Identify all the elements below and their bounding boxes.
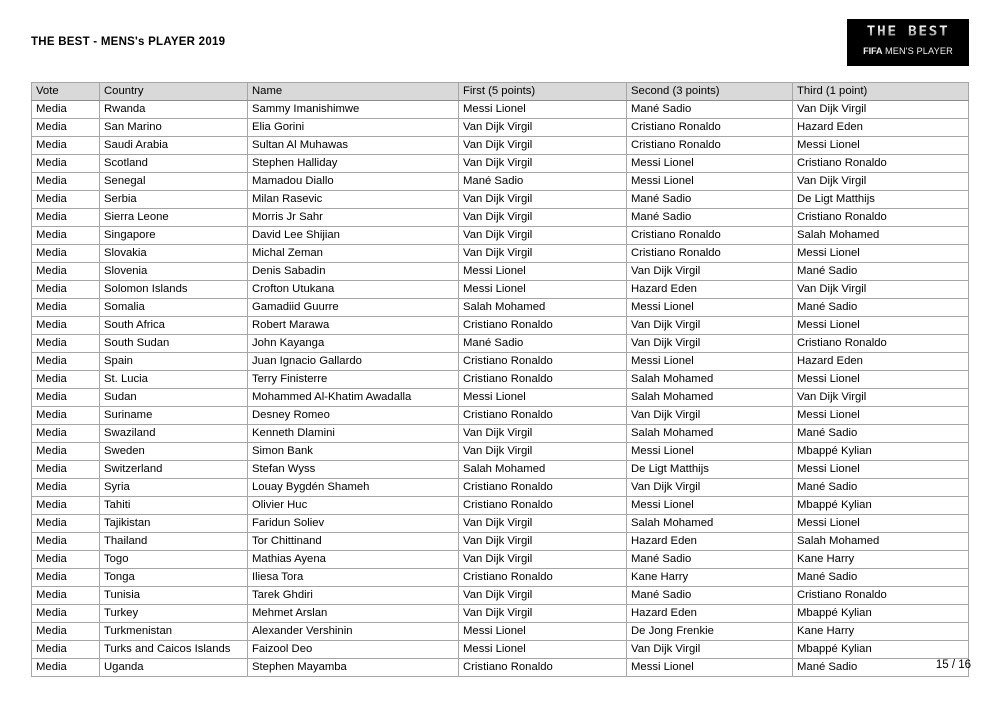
table-row [32,119,969,137]
cell-name: Desney Romeo [248,407,459,425]
table-row [32,407,969,425]
cell-third-choice: Mbappé Kylian [793,605,969,623]
cell-name: Mohammed Al-Khatim Awadalla [248,389,459,407]
cell-country: Turks and Caicos Islands [100,641,248,659]
cell-second-choice: Cristiano Ronaldo [627,227,793,245]
cell-second-choice: Messi Lionel [627,443,793,461]
cell-first-choice: Messi Lionel [459,623,627,641]
column-header-vote: Vote [32,83,100,101]
cell-first-choice: Van Dijk Virgil [459,119,627,137]
table-row [32,335,969,353]
cell-vote: Media [32,533,100,551]
page-header [0,0,1004,80]
cell-second-choice: Salah Mohamed [627,371,793,389]
cell-vote: Media [32,353,100,371]
cell-third-choice: Hazard Eden [793,119,969,137]
cell-country: Slovenia [100,263,248,281]
cell-third-choice: Mané Sadio [793,425,969,443]
cell-first-choice: Cristiano Ronaldo [459,353,627,371]
cell-country: Swaziland [100,425,248,443]
cell-second-choice: Van Dijk Virgil [627,335,793,353]
table-row [32,245,969,263]
table-row [32,389,969,407]
cell-first-choice: Cristiano Ronaldo [459,479,627,497]
cell-vote: Media [32,569,100,587]
cell-country: Turkmenistan [100,623,248,641]
cell-vote: Media [32,299,100,317]
cell-vote: Media [32,137,100,155]
table-row [32,551,969,569]
cell-second-choice: Kane Harry [627,569,793,587]
cell-second-choice: Cristiano Ronaldo [627,137,793,155]
cell-second-choice: Hazard Eden [627,533,793,551]
logo-wordmark: THE BEST [847,25,969,40]
cell-name: Simon Bank [248,443,459,461]
cell-name: Faridun Soliev [248,515,459,533]
cell-third-choice: Cristiano Ronaldo [793,209,969,227]
table-row [32,641,969,659]
cell-name: Mathias Ayena [248,551,459,569]
cell-second-choice: Mané Sadio [627,587,793,605]
cell-vote: Media [32,461,100,479]
cell-third-choice: Mbappé Kylian [793,443,969,461]
cell-country: Uganda [100,659,248,677]
cell-first-choice: Mané Sadio [459,335,627,353]
cell-vote: Media [32,119,100,137]
column-header-name: Name [248,83,459,101]
cell-first-choice: Cristiano Ronaldo [459,407,627,425]
cell-name: Crofton Utukana [248,281,459,299]
cell-third-choice: Messi Lionel [793,245,969,263]
cell-first-choice: Van Dijk Virgil [459,425,627,443]
cell-country: Sierra Leone [100,209,248,227]
cell-third-choice: Salah Mohamed [793,533,969,551]
cell-name: Robert Marawa [248,317,459,335]
cell-second-choice: Messi Lionel [627,659,793,677]
cell-first-choice: Van Dijk Virgil [459,443,627,461]
cell-first-choice: Van Dijk Virgil [459,191,627,209]
cell-second-choice: Cristiano Ronaldo [627,245,793,263]
table-row [32,569,969,587]
logo-category-text: MEN'S PLAYER [882,46,953,57]
cell-country: Senegal [100,173,248,191]
page-title: THE BEST - MENS's PLAYER 2019 [31,36,226,48]
cell-vote: Media [32,587,100,605]
cell-first-choice: Messi Lionel [459,263,627,281]
cell-first-choice: Van Dijk Virgil [459,533,627,551]
cell-first-choice: Cristiano Ronaldo [459,317,627,335]
cell-third-choice: Messi Lionel [793,317,969,335]
cell-second-choice: Mané Sadio [627,191,793,209]
table-row [32,443,969,461]
cell-third-choice: Mané Sadio [793,569,969,587]
cell-vote: Media [32,659,100,677]
table-row [32,101,969,119]
table-row [32,587,969,605]
cell-second-choice: Van Dijk Virgil [627,407,793,425]
cell-name: Olivier Huc [248,497,459,515]
cell-vote: Media [32,245,100,263]
cell-vote: Media [32,605,100,623]
cell-third-choice: Mané Sadio [793,659,969,677]
votes-table [31,82,969,677]
table-row [32,371,969,389]
cell-name: Milan Rasevic [248,191,459,209]
cell-vote: Media [32,515,100,533]
table-row [32,515,969,533]
cell-country: South Sudan [100,335,248,353]
cell-second-choice: De Ligt Matthijs [627,461,793,479]
table-row [32,191,969,209]
cell-vote: Media [32,335,100,353]
table-row [32,497,969,515]
column-header-third: Third (1 point) [793,83,969,101]
cell-country: Sweden [100,443,248,461]
cell-third-choice: Messi Lionel [793,407,969,425]
cell-vote: Media [32,317,100,335]
cell-name: Elia Gorini [248,119,459,137]
cell-vote: Media [32,623,100,641]
table-row [32,317,969,335]
cell-vote: Media [32,173,100,191]
logo-fifa-text: FIFA [863,46,883,57]
cell-name: Stephen Mayamba [248,659,459,677]
cell-second-choice: Messi Lionel [627,353,793,371]
table-row [32,479,969,497]
cell-country: Thailand [100,533,248,551]
cell-name: Mamadou Diallo [248,173,459,191]
cell-first-choice: Cristiano Ronaldo [459,371,627,389]
cell-first-choice: Cristiano Ronaldo [459,659,627,677]
cell-third-choice: Messi Lionel [793,137,969,155]
cell-country: Somalia [100,299,248,317]
cell-third-choice: Van Dijk Virgil [793,101,969,119]
cell-second-choice: Mané Sadio [627,101,793,119]
cell-third-choice: Mané Sadio [793,479,969,497]
cell-third-choice: Van Dijk Virgil [793,173,969,191]
cell-first-choice: Messi Lionel [459,101,627,119]
cell-first-choice: Van Dijk Virgil [459,587,627,605]
cell-country: Tahiti [100,497,248,515]
table-row [32,605,969,623]
table-row [32,299,969,317]
cell-name: Tarek Ghdiri [248,587,459,605]
cell-name: Sammy Imanishimwe [248,101,459,119]
cell-first-choice: Van Dijk Virgil [459,227,627,245]
cell-third-choice: Kane Harry [793,551,969,569]
table-row [32,623,969,641]
cell-name: Juan Ignacio Gallardo [248,353,459,371]
table-row [32,173,969,191]
cell-country: Saudi Arabia [100,137,248,155]
cell-country: Tonga [100,569,248,587]
cell-first-choice: Cristiano Ronaldo [459,569,627,587]
page-footer [0,659,1004,679]
cell-vote: Media [32,155,100,173]
cell-vote: Media [32,209,100,227]
cell-first-choice: Van Dijk Virgil [459,209,627,227]
table-row [32,425,969,443]
table-row [32,281,969,299]
cell-country: Suriname [100,407,248,425]
cell-third-choice: Mané Sadio [793,299,969,317]
cell-second-choice: Salah Mohamed [627,515,793,533]
cell-name: Morris Jr Sahr [248,209,459,227]
cell-vote: Media [32,497,100,515]
cell-vote: Media [32,191,100,209]
cell-vote: Media [32,551,100,569]
cell-name: Gamadiid Guurre [248,299,459,317]
cell-country: Tunisia [100,587,248,605]
votes-table-container [31,82,968,677]
cell-second-choice: Van Dijk Virgil [627,263,793,281]
cell-vote: Media [32,425,100,443]
table-body [32,101,969,677]
cell-first-choice: Van Dijk Virgil [459,155,627,173]
cell-first-choice: Van Dijk Virgil [459,515,627,533]
cell-vote: Media [32,101,100,119]
cell-name: Mehmet Arslan [248,605,459,623]
cell-third-choice: Van Dijk Virgil [793,281,969,299]
cell-second-choice: Salah Mohamed [627,425,793,443]
cell-second-choice: Van Dijk Virgil [627,317,793,335]
cell-third-choice: Mbappé Kylian [793,641,969,659]
cell-name: Tor Chittinand [248,533,459,551]
cell-second-choice: Cristiano Ronaldo [627,119,793,137]
cell-name: Sultan Al Muhawas [248,137,459,155]
cell-second-choice: Van Dijk Virgil [627,479,793,497]
cell-first-choice: Messi Lionel [459,389,627,407]
cell-vote: Media [32,281,100,299]
column-header-second: Second (3 points) [627,83,793,101]
cell-second-choice: Van Dijk Virgil [627,641,793,659]
cell-second-choice: Salah Mohamed [627,389,793,407]
cell-first-choice: Salah Mohamed [459,299,627,317]
cell-vote: Media [32,479,100,497]
cell-country: Tajikistan [100,515,248,533]
cell-country: Singapore [100,227,248,245]
table-row [32,461,969,479]
cell-third-choice: Cristiano Ronaldo [793,335,969,353]
cell-name: Faizool Deo [248,641,459,659]
cell-country: Sudan [100,389,248,407]
cell-vote: Media [32,389,100,407]
cell-third-choice: Cristiano Ronaldo [793,587,969,605]
cell-country: Scotland [100,155,248,173]
table-row [32,137,969,155]
cell-third-choice: Kane Harry [793,623,969,641]
cell-country: Solomon Islands [100,281,248,299]
table-row [32,353,969,371]
column-header-first: First (5 points) [459,83,627,101]
cell-name: Michal Zeman [248,245,459,263]
cell-second-choice: Hazard Eden [627,605,793,623]
cell-country: Syria [100,479,248,497]
cell-second-choice: Hazard Eden [627,281,793,299]
cell-second-choice: Mané Sadio [627,551,793,569]
cell-third-choice: Messi Lionel [793,461,969,479]
cell-second-choice: Messi Lionel [627,173,793,191]
cell-vote: Media [32,371,100,389]
table-header-row [32,83,969,101]
cell-vote: Media [32,407,100,425]
cell-second-choice: Messi Lionel [627,155,793,173]
cell-country: South Africa [100,317,248,335]
cell-third-choice: Cristiano Ronaldo [793,155,969,173]
cell-name: John Kayanga [248,335,459,353]
cell-country: San Marino [100,119,248,137]
cell-name: Denis Sabadin [248,263,459,281]
cell-country: Spain [100,353,248,371]
fifa-the-best-logo [847,19,969,66]
cell-first-choice: Mané Sadio [459,173,627,191]
cell-first-choice: Van Dijk Virgil [459,551,627,569]
cell-first-choice: Messi Lionel [459,641,627,659]
cell-first-choice: Messi Lionel [459,281,627,299]
cell-second-choice: De Jong Frenkie [627,623,793,641]
cell-country: Serbia [100,191,248,209]
cell-name: Terry Finisterre [248,371,459,389]
cell-name: Stephen Halliday [248,155,459,173]
cell-third-choice: Van Dijk Virgil [793,389,969,407]
cell-third-choice: De Ligt Matthijs [793,191,969,209]
cell-third-choice: Mané Sadio [793,263,969,281]
cell-third-choice: Mbappé Kylian [793,497,969,515]
cell-first-choice: Van Dijk Virgil [459,605,627,623]
cell-first-choice: Cristiano Ronaldo [459,497,627,515]
cell-name: Louay Bygdén Shameh [248,479,459,497]
cell-country: St. Lucia [100,371,248,389]
cell-first-choice: Salah Mohamed [459,461,627,479]
table-row [32,263,969,281]
cell-third-choice: Messi Lionel [793,371,969,389]
column-header-country: Country [100,83,248,101]
table-row [32,533,969,551]
cell-first-choice: Van Dijk Virgil [459,245,627,263]
cell-third-choice: Messi Lionel [793,515,969,533]
cell-country: Rwanda [100,101,248,119]
cell-country: Slovakia [100,245,248,263]
cell-vote: Media [32,227,100,245]
cell-name: Iliesa Tora [248,569,459,587]
table-row [32,155,969,173]
table-row [32,209,969,227]
cell-country: Switzerland [100,461,248,479]
cell-country: Turkey [100,605,248,623]
cell-first-choice: Van Dijk Virgil [459,137,627,155]
cell-name: Alexander Vershinin [248,623,459,641]
cell-second-choice: Messi Lionel [627,497,793,515]
cell-vote: Media [32,443,100,461]
cell-third-choice: Hazard Eden [793,353,969,371]
cell-vote: Media [32,263,100,281]
cell-name: Stefan Wyss [248,461,459,479]
cell-name: David Lee Shijian [248,227,459,245]
cell-second-choice: Mané Sadio [627,209,793,227]
table-header-row-group [32,83,969,101]
cell-vote: Media [32,641,100,659]
cell-country: Togo [100,551,248,569]
page-number: 15 / 16 [935,659,971,671]
table-row [32,227,969,245]
logo-subtitle [849,46,967,57]
cell-name: Kenneth Dlamini [248,425,459,443]
cell-third-choice: Salah Mohamed [793,227,969,245]
cell-second-choice: Messi Lionel [627,299,793,317]
